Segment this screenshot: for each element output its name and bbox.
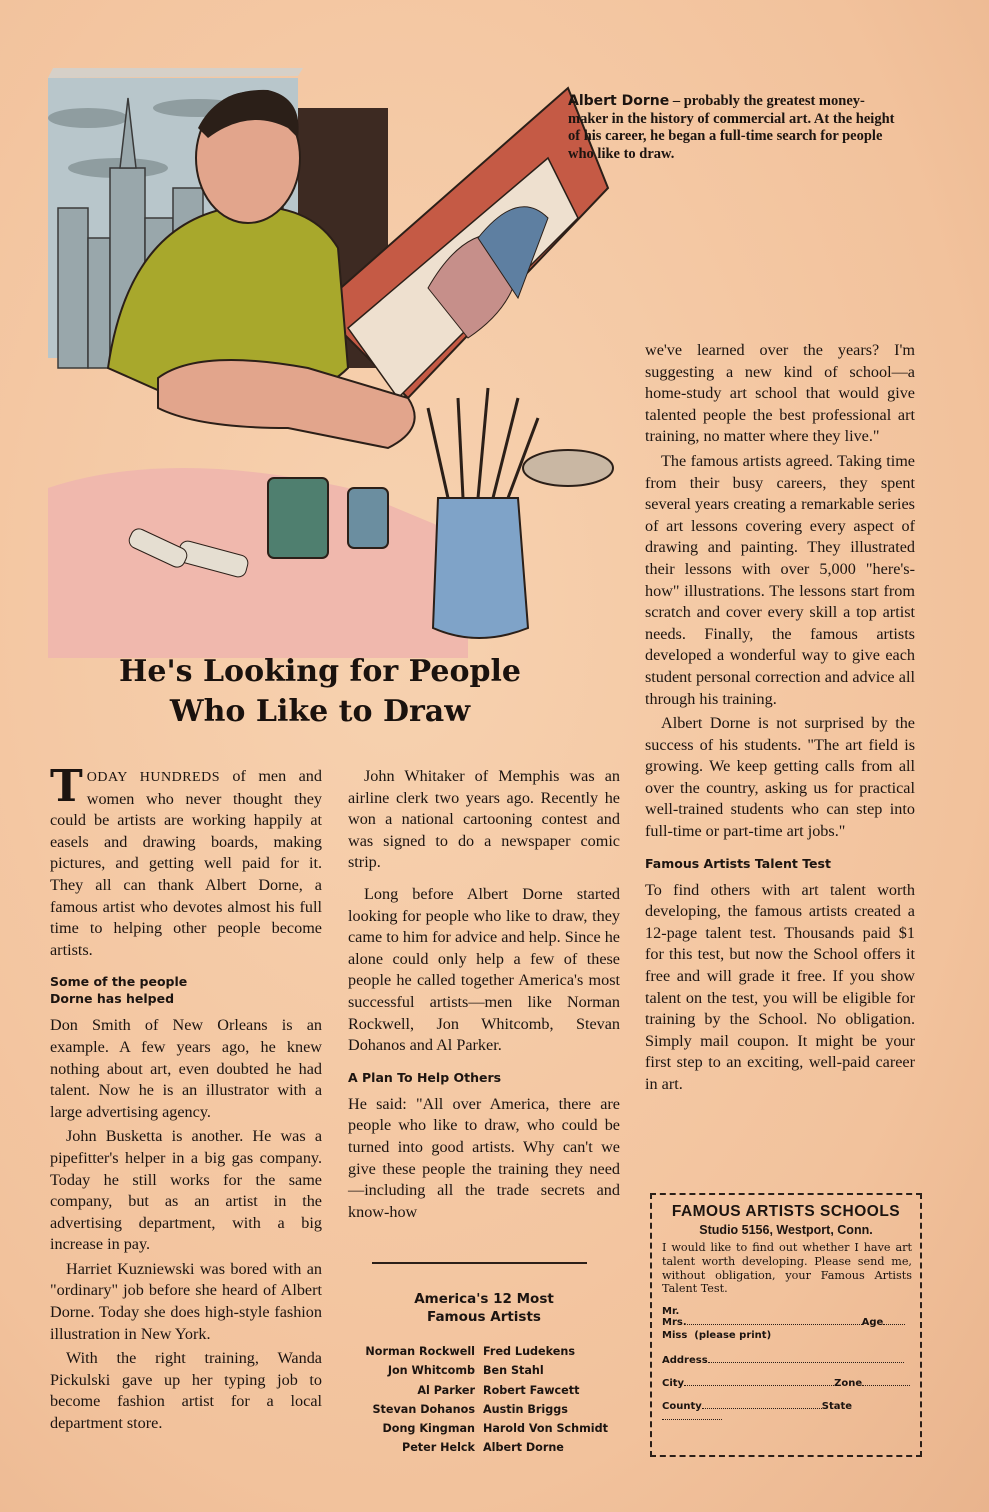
column-3 (645, 340, 915, 1099)
subhead-line-2: Dorne has helped (50, 991, 175, 1007)
artist-name: Albert Dorne (483, 1441, 564, 1455)
artist-row (340, 1381, 630, 1400)
artist-name: Austin Briggs (483, 1402, 568, 1416)
headline (60, 652, 580, 732)
artist-name: Fred Ludekens (483, 1345, 575, 1358)
state-line[interactable] (662, 1419, 722, 1420)
name-line[interactable] (687, 1324, 862, 1325)
divider-rule (372, 1262, 587, 1264)
label-address: Address (662, 1355, 708, 1367)
column-2 (348, 766, 620, 1226)
artist-name: Al Parker (417, 1383, 475, 1397)
brush-pot (433, 498, 528, 638)
artist-name: Jon Whitcomb (387, 1364, 475, 1378)
intro-paragraph (50, 761, 322, 961)
famous-title-line-2: Famous Artists (427, 1309, 541, 1325)
artist-name: Stevan Dohanos (372, 1402, 475, 1416)
address-line[interactable] (708, 1362, 904, 1363)
famous-title-line-1: America's 12 Most (414, 1291, 554, 1307)
county-line[interactable] (702, 1408, 822, 1409)
field-address[interactable] (652, 1355, 920, 1366)
artist-name: Harold Von Schmidt (483, 1422, 608, 1436)
label-mr: Mr. (662, 1306, 680, 1318)
age-line[interactable] (883, 1324, 905, 1325)
paragraph: Long before Albert Dorne started looking for people who like to draw, they came to him for advice and help. Since he alone could only help a few of these people he called together America's most successful artists—men like Norman Rockwell, Jon Whitcomb, Stevan Dohanos and Al Parker. (348, 884, 620, 1055)
artist-row (340, 1438, 630, 1457)
artist-name: Robert Fawcett (483, 1383, 580, 1397)
paragraph: we've learned over the years? I'm suggesting a new kind of school—a home-study art school that would give talented people the best professional art training, no matter where they live." (645, 341, 915, 446)
artist-name: Ben Stahl (483, 1364, 544, 1378)
paragraph: Harriet Kuzniewski was bored with an "ordinary" job before she heard of Albert Dorne. Today she does high-style fashion illustration in New York. (50, 1259, 322, 1343)
artist-row (340, 1419, 630, 1438)
subhead-people-helped (50, 973, 322, 1007)
label-city: City (662, 1378, 685, 1390)
artist-name: Norman Rockwell (365, 1345, 475, 1358)
drop-cap: T (50, 761, 83, 812)
paint-jar (348, 488, 388, 548)
paragraph: The famous artists agreed. Taking time from their busy careers, they spent several years creating a remarkable series of art lessons covering every aspect of drawing and painting. They illustrated their lessons with over 5,000 "here's-how" illustrations. The lessons start from scratch and cover every skill a top artist needs. Finally, the famous artists developed a wonderful way to give each student personal correction and advice all through his training. (645, 451, 915, 708)
label-county: County (662, 1401, 702, 1413)
artist-illustration (48, 68, 628, 658)
caption-name: Albert Dorne (568, 93, 670, 109)
famous-artists-list (340, 1342, 630, 1458)
field-mrs[interactable] (652, 1317, 920, 1328)
headline-line-1: He's Looking for People (119, 654, 521, 689)
column-1 (50, 761, 322, 1438)
field-county[interactable] (652, 1401, 920, 1423)
headline-line-2: Who Like to Draw (169, 694, 471, 729)
artist-row (340, 1342, 630, 1361)
label-mrs: Mrs. (662, 1317, 687, 1329)
illustration-caption (568, 93, 898, 163)
label-miss: Miss (662, 1330, 688, 1342)
subhead-line-1: Some of the people (50, 974, 188, 990)
paragraph: Albert Dorne is not surprised by the success of his students. "The art field is growing. We keep getting calls from all over the country, asking us for practical well-trained students who can step into full-time or part-time art jobs." (645, 714, 915, 841)
table (48, 468, 468, 658)
label-age: Age (861, 1317, 884, 1329)
intro-smallcaps: ODAY HUNDREDS (86, 770, 220, 785)
paragraph: Don Smith of New Orleans is an example. A few years ago, he knew nothing about art, even doubted he had talent. Now he is an illustrator with a large advertising agency. (50, 1016, 322, 1121)
subhead-talent-test: Famous Artists Talent Test (645, 855, 831, 871)
paint-jar (268, 478, 328, 558)
paragraph: To find others with art talent worth developing, the famous artists created a 12-page talent test. Thousands paid $1 for this test, but now the School offers it free and will grade it free. If you show talent on the test, you will be eligible for training by the School. No obligation. Simply mail coupon. It might be your first step to an exciting, well-paid career in art. (645, 880, 915, 1093)
label-state: State (821, 1401, 853, 1413)
caption-text: – probably the greatest money-maker in the history of commercial art. At the height of his career, he began a full-time search for people who like to draw. (568, 93, 895, 162)
artist-arm (158, 360, 415, 448)
mail-coupon[interactable] (650, 1193, 922, 1457)
field-mr[interactable] (652, 1306, 920, 1317)
bowl (523, 450, 613, 486)
label-please-print: (please print) (694, 1330, 772, 1342)
intro-text: of men and women who never thought they could be artists are working happily at easels and drawing boards, making pictures, and getting well paid for it. They all can thank Albert Dorne, a famous artist who devotes almost his full time to helping other people become artists. (50, 767, 322, 959)
artist-row (340, 1400, 630, 1419)
artist-name: Dong Kingman (382, 1422, 475, 1436)
subhead-plan: A Plan To Help Others (348, 1069, 502, 1085)
famous-artists-title (348, 1290, 620, 1326)
coupon-title: FAMOUS ARTISTS SCHOOLS (671, 1203, 901, 1220)
field-miss[interactable] (652, 1330, 920, 1341)
coupon-studio: Studio 5156, Westport, Conn. (699, 1223, 873, 1237)
cloud (48, 108, 128, 128)
paragraph: He said: "All over America, there are people who like to draw, who could be turned into good artists. Why can't we give these people the training they need—including all the trade secrets and know-how (348, 1094, 620, 1221)
paragraph: John Whitaker of Memphis was an airline clerk two years ago. Recently he won a national cartooning contest and was signed to do a newspaper comic strip. (348, 767, 620, 872)
zone-line[interactable] (862, 1385, 910, 1386)
artist-row (340, 1361, 630, 1380)
paragraph: With the right training, Wanda Pickulski gave up her typing job to become fashion artist for a local department store. (50, 1349, 322, 1433)
field-city[interactable] (652, 1378, 920, 1389)
coupon-body: I would like to find out whether I have art talent worth developing. Please send me, without obligation, your Famous Artists Talent Test. (662, 1241, 912, 1296)
artist-name: Peter Helck (402, 1441, 475, 1455)
label-zone: Zone (834, 1378, 863, 1390)
city-line[interactable] (684, 1385, 834, 1386)
paragraph: John Busketta is another. He was a pipefitter's helper in a big gas company. Today he still works for the same company, but as an artist in the advertising department, with a big increase in pay. (50, 1127, 322, 1254)
